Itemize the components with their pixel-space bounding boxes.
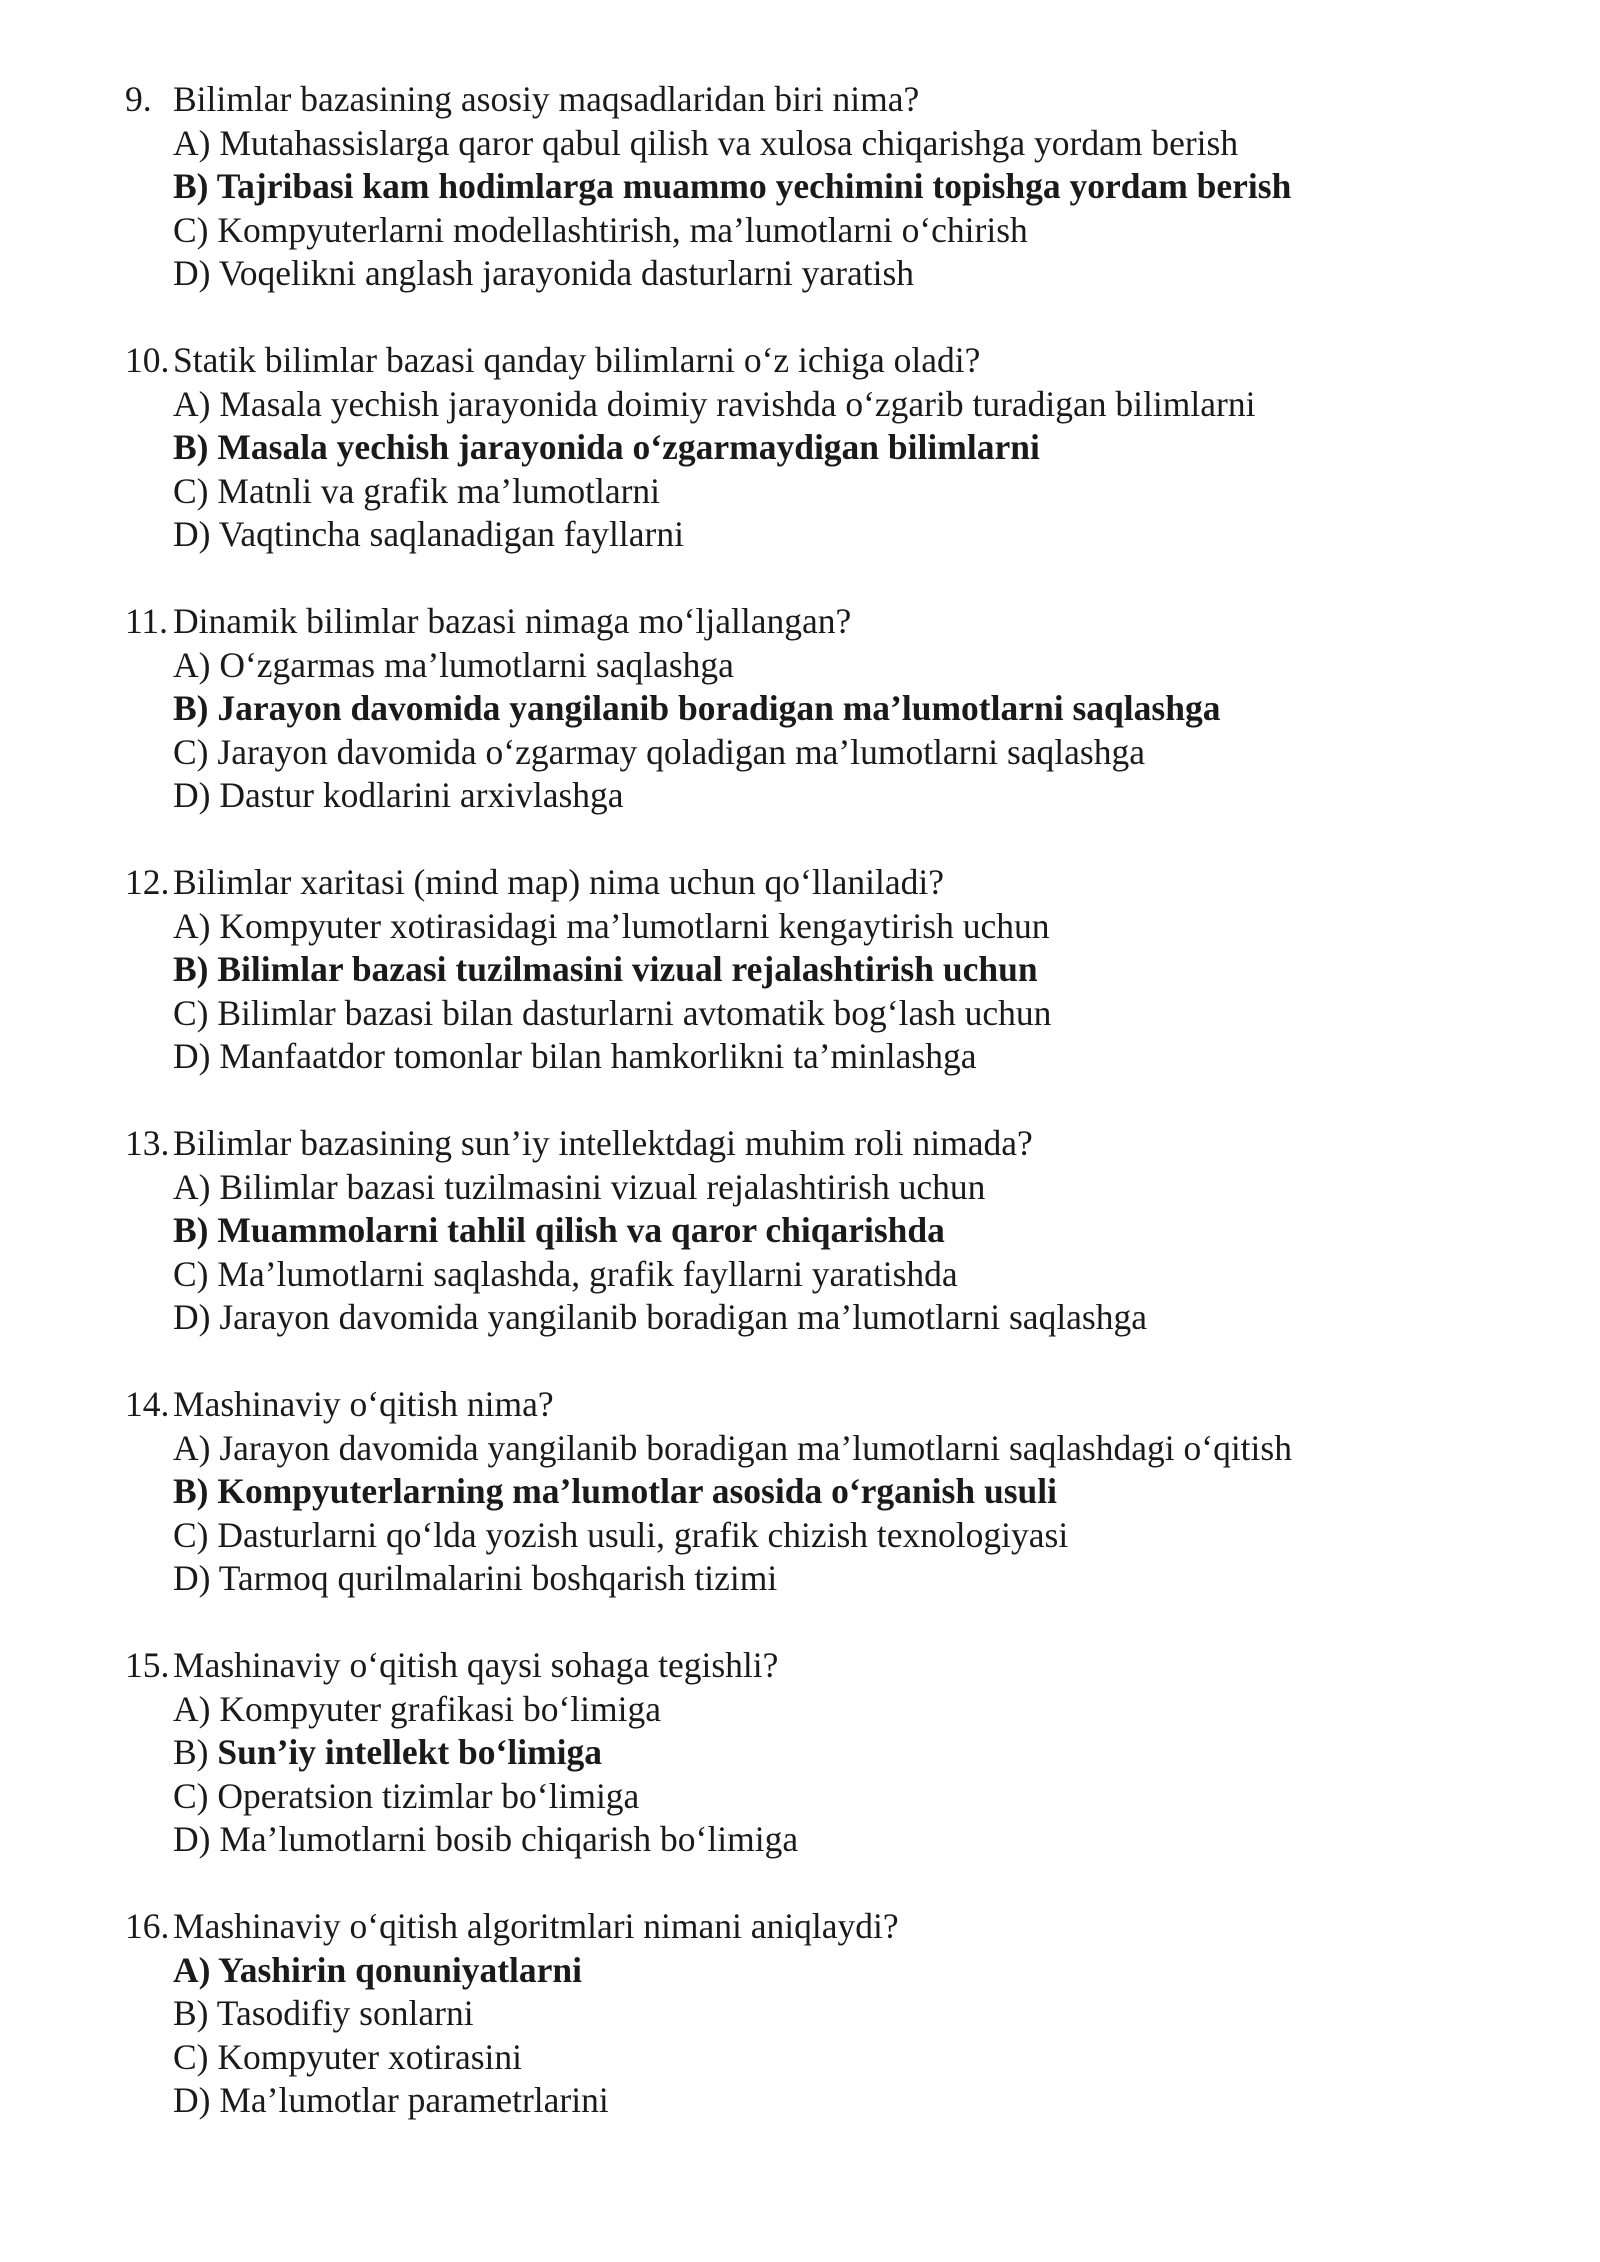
question-number: 11.	[125, 601, 169, 641]
option-letter: C)	[173, 2036, 209, 2077]
option-text: Masala yechish jarayonida doimiy ravishda o‘zgarib turadigan bilimlarni	[219, 383, 1256, 424]
question-text: Mashinaviy o‘qitish algoritmlari nimani aniqlaydi?	[173, 1906, 899, 1946]
question-number: 15.	[125, 1645, 170, 1685]
question-text: Bilimlar bazasining asosiy maqsadlaridan biri nima?	[173, 79, 920, 119]
question-10	[125, 339, 1525, 557]
option-text: Tasodifiy sonlarni	[216, 1993, 474, 2033]
question-text: Bilimlar xaritasi (mind map) nima uchun qo‘llaniladi?	[173, 862, 944, 902]
option-letter: B)	[173, 166, 209, 206]
question-text: Mashinaviy o‘qitish nima?	[173, 1384, 554, 1424]
option-text: Bilimlar bazasi tuzilmasini vizual rejalashtirish uchun	[219, 1166, 986, 1207]
option-d	[125, 774, 1525, 818]
question-number: 9.	[125, 79, 152, 119]
option-d	[125, 1035, 1525, 1079]
question-14	[125, 1383, 1525, 1601]
question-number: 16.	[125, 1906, 170, 1946]
option-letter: A)	[173, 1688, 211, 1729]
question-16	[125, 1905, 1525, 2123]
option-text: Bilimlar bazasi tuzilmasini vizual rejalashtirish uchun	[217, 949, 1038, 989]
option-text: Jarayon davomida yangilanib boradigan ma’lumotlarni saqlashga	[219, 1297, 1148, 1337]
question-15	[125, 1644, 1525, 1862]
option-text: Muammolarni tahlil qilish va qaror chiqarishda	[217, 1210, 945, 1250]
option-a	[125, 122, 1525, 166]
question-9	[125, 78, 1525, 296]
question-number: 12.	[125, 862, 170, 902]
option-text: Sun’iy intellekt bo‘limiga	[217, 1732, 602, 1772]
option-letter: D)	[173, 1819, 211, 1859]
option-letter: A)	[173, 1166, 211, 1207]
option-c	[125, 2036, 1525, 2080]
option-a	[125, 1427, 1525, 1471]
option-letter: B)	[173, 1732, 209, 1772]
option-text: Kompyuter grafikasi bo‘limiga	[219, 1688, 662, 1729]
option-letter: B)	[173, 1210, 209, 1250]
option-text: Matnli va grafik ma’lumotlarni	[217, 470, 661, 511]
option-text: Kompyuter xotirasidagi ma’lumotlarni kengaytirish uchun	[219, 905, 1050, 946]
option-text: Kompyuterlarni modellashtirish, ma’lumotlarni o‘chirish	[217, 209, 1028, 250]
option-letter: B)	[173, 427, 209, 467]
question-13	[125, 1122, 1525, 1340]
option-letter: A)	[173, 905, 211, 946]
option-b-correct	[125, 165, 1525, 209]
option-c	[125, 1775, 1525, 1819]
option-a	[125, 644, 1525, 688]
option-text: Voqelikni anglash jarayonida dasturlarni yaratish	[218, 253, 915, 293]
option-b-correct	[125, 426, 1525, 470]
option-text: Tarmoq qurilmalarini boshqarish tizimi	[218, 1558, 778, 1598]
option-d	[125, 1818, 1525, 1862]
option-letter: C)	[173, 1253, 209, 1294]
option-letter: C)	[173, 470, 209, 511]
question-number: 14.	[125, 1384, 170, 1424]
question-text: Statik bilimlar bazasi qanday bilimlarni o‘z ichiga oladi?	[173, 340, 981, 380]
option-letter: A)	[173, 1427, 211, 1468]
option-text: Jarayon davomida yangilanib boradigan ma’lumotlarni saqlashdagi o‘qitish	[219, 1427, 1292, 1468]
option-letter: C)	[173, 992, 209, 1033]
option-letter: D)	[173, 253, 211, 293]
option-c	[125, 470, 1525, 514]
option-text: Jarayon davomida o‘zgarmay qoladigan ma’lumotlarni saqlashga	[217, 731, 1146, 772]
option-letter: C)	[173, 1514, 209, 1555]
question-11	[125, 600, 1525, 818]
option-a	[125, 1166, 1525, 1210]
question-text: Mashinaviy o‘qitish qaysi sohaga tegishli?	[173, 1645, 779, 1685]
option-a	[125, 905, 1525, 949]
option-b	[125, 1992, 1525, 2036]
option-text: Kompyuter xotirasini	[217, 2036, 523, 2077]
question-text: Dinamik bilimlar bazasi nimaga mo‘ljallangan?	[173, 601, 852, 641]
option-c	[125, 731, 1525, 775]
option-text: Operatsion tizimlar bo‘limiga	[217, 1775, 640, 1816]
option-b-correct	[125, 1731, 1525, 1775]
option-letter: D)	[173, 2080, 211, 2120]
option-letter: D)	[173, 1036, 211, 1076]
option-letter: D)	[173, 514, 211, 554]
option-c	[125, 209, 1525, 253]
option-text: Ma’lumotlar parametrlarini	[219, 2080, 609, 2120]
option-letter: C)	[173, 209, 209, 250]
option-text: O‘zgarmas ma’lumotlarni saqlashga	[219, 644, 734, 685]
question-12	[125, 861, 1525, 1079]
option-letter: D)	[173, 775, 211, 815]
option-letter: A)	[173, 122, 211, 163]
option-c	[125, 1514, 1525, 1558]
option-letter: B)	[173, 1471, 209, 1511]
question-number: 13.	[125, 1123, 170, 1163]
option-b-correct	[125, 687, 1525, 731]
option-text: Ma’lumotlarni bosib chiqarish bo‘limiga	[219, 1819, 799, 1859]
option-text: Dasturlarni qo‘lda yozish usuli, grafik chizish texnologiyasi	[217, 1514, 1069, 1555]
option-a	[125, 383, 1525, 427]
option-text: Jarayon davomida yangilanib boradigan ma’lumotlarni saqlashga	[217, 688, 1221, 728]
option-d	[125, 2079, 1525, 2123]
option-d	[125, 1557, 1525, 1601]
option-letter: A)	[173, 1949, 211, 1990]
option-c	[125, 1253, 1525, 1297]
option-text: Ma’lumotlarni saqlashda, grafik fayllarni yaratishda	[217, 1253, 958, 1294]
option-text: Bilimlar bazasi bilan dasturlarni avtomatik bog‘lash uchun	[217, 992, 1052, 1033]
option-text: Vaqtincha saqlanadigan fayllarni	[218, 514, 684, 554]
option-text: Tajribasi kam hodimlarga muammo yechimini topishga yordam berish	[216, 166, 1292, 206]
option-letter: C)	[173, 731, 209, 772]
option-c	[125, 992, 1525, 1036]
option-letter: B)	[173, 1993, 209, 2033]
option-text: Kompyuterlarning ma’lumotlar asosida o‘rganish usuli	[217, 1471, 1057, 1511]
option-letter: B)	[173, 688, 209, 728]
option-a-correct	[125, 1949, 1525, 1993]
option-letter: A)	[173, 383, 211, 424]
option-text: Mutahassislarga qaror qabul qilish va xulosa chiqarishga yordam berish	[219, 122, 1239, 163]
option-a	[125, 1688, 1525, 1732]
question-number: 10.	[125, 340, 170, 380]
option-d	[125, 513, 1525, 557]
option-text: Masala yechish jarayonida o‘zgarmaydigan bilimlarni	[217, 427, 1040, 467]
option-b-correct	[125, 1470, 1525, 1514]
question-text: Bilimlar bazasining sun’iy intellektdagi muhim roli nimada?	[173, 1123, 1033, 1163]
option-letter: D)	[173, 1558, 211, 1598]
option-d	[125, 1296, 1525, 1340]
option-letter: C)	[173, 1775, 209, 1816]
option-letter: A)	[173, 644, 211, 685]
option-text: Yashirin qonuniyatlarni	[218, 1949, 583, 1990]
option-text: Manfaatdor tomonlar bilan hamkorlikni ta’minlashga	[219, 1036, 977, 1076]
option-d	[125, 252, 1525, 296]
option-b-correct	[125, 948, 1525, 992]
option-text: Dastur kodlarini arxivlashga	[219, 775, 624, 815]
option-letter: B)	[173, 949, 209, 989]
option-letter: D)	[173, 1297, 211, 1337]
option-b-correct	[125, 1209, 1525, 1253]
